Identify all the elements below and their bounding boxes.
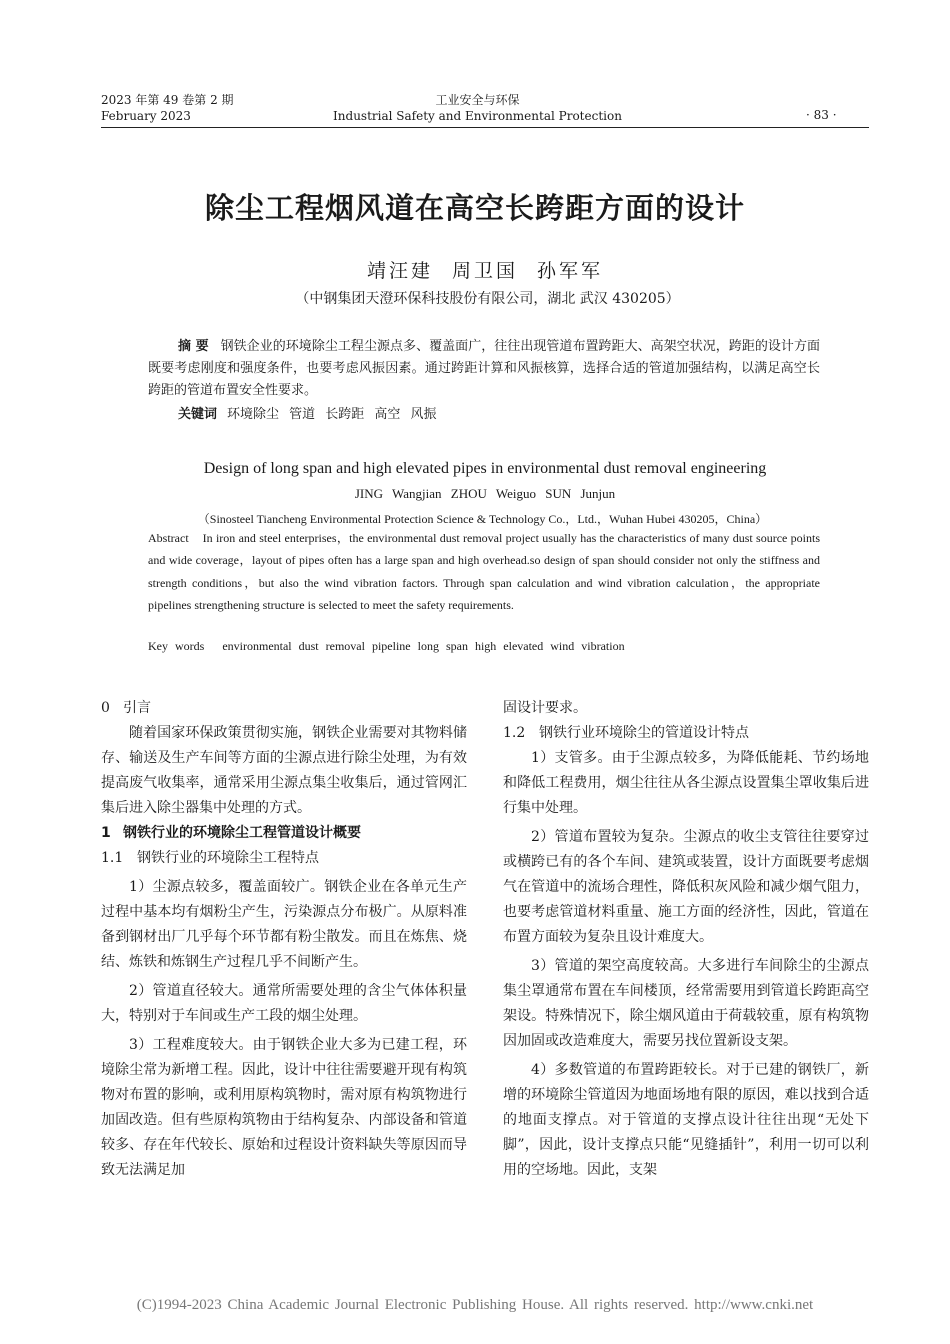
paragraph: 3）管道的架空高度较高。大多进行车间除尘的尘源点集尘罩通常布置在车间楼顶，经常需要用到管道长跨距高空架设。特殊情况下，除尘烟风道由于荷载较重，原有构筑物因加固或改造难度大，需要另找位置新设支架。: [503, 958, 869, 1049]
copyright-footer: (C)1994-2023 China Academic Journal Electronic Publishing House. All rights reserved. http://www.cnki.net: [136, 1297, 814, 1313]
journal-name-en: Industrial Safety and Environmental Protection: [333, 109, 622, 123]
header-rule: [101, 127, 869, 128]
affiliation-en: （Sinosteel Tiancheng Environmental Protection Science & Technology Co.，Ltd.，Wuhan Hubei 430205，China）: [197, 512, 768, 526]
issue-date: February 2023: [101, 109, 191, 123]
paper-title-en: Design of long span and high elevated pipes in environmental dust removal engineering: [203, 460, 767, 477]
paragraph: 随着国家环保政策贯彻实施，钢铁企业需要对其物料储存、输送及生产车间等方面的尘源点进行除尘处理，为有效提高废气收集率，通常采用尘源点集尘收集后，通过管网汇集后进入除尘器集中处理的方式。: [101, 725, 467, 816]
abstract-cn-label: 摘 要: [178, 339, 209, 354]
subsection-heading-1-2: [503, 721, 869, 746]
section-heading-1: [101, 821, 467, 846]
abstract-en-label: Abstract: [148, 531, 189, 545]
page-number: · 83 ·: [806, 108, 837, 122]
paragraph: 3）工程难度较大。由于钢铁企业大多为已建工程，环境除尘常为新增工程。因此，设计中往往需要避开现有构筑物对布置的影响，或利用原构筑物时，需对原有构筑物进行加固改造。但有些原构筑物由于结构复杂、内部设备和管道较多、存在年代较长、原始和过程设计资料缺失等原因而导致无法满足加: [101, 1037, 467, 1178]
section-title: 引言: [123, 700, 151, 716]
section-number: 1: [101, 825, 111, 841]
paper-title: 除尘工程烟风道在高空长跨距方面的设计: [204, 191, 745, 225]
keywords-en: [148, 639, 625, 654]
abstract-cn-text: 钢铁企业的环境除尘工程尘源点多、覆盖面广，往往出现管道布置跨距大、高架空状况，跨距的设计方面既要考虑刚度和强度条件，也要考虑风振因素。通过跨距计算和风振核算，选择合适的管道加强结构，以满足高空长跨距的管道布置安全性要求。: [148, 339, 820, 398]
paragraph: 4）多数管道的布置跨距较长。对于已建的钢铁厂，新增的环境除尘管道因为地面场地有限的原因，难以找到合适的地面支撑点。对于管道的支撑点设计往往出现“无处下脚”，因此，设计支撑点只能“见缝插针”，利用一切可以利用的空场地。因此，支架: [503, 1062, 869, 1178]
section-heading-0: [101, 696, 467, 721]
section-title: 钢铁行业的环境除尘工程管道设计概要: [123, 825, 361, 841]
keywords-cn-text: 环境除尘 管道 长跨距 高空 风振: [227, 407, 437, 422]
journal-name-cn: 工业安全与环保: [435, 93, 520, 107]
keywords-en-text: environmental dust removal pipeline long span high elevated wind vibration: [222, 639, 625, 653]
abstract-cn: [148, 336, 820, 402]
section-number: 1.1: [101, 850, 124, 866]
paragraph: 1）尘源点较多，覆盖面较广。钢铁企业在各单元生产过程中基本均有烟粉尘产生，污染源点分布极广。从原料准备到钢材出厂几乎每个环节都有粉尘散发。而且在炼焦、烧结、炼铁和炼钢生产过程几乎不间断产生。: [101, 879, 467, 970]
paragraph: 固设计要求。: [503, 700, 587, 716]
journal-name: [300, 92, 655, 124]
body-column-right: [503, 696, 869, 1183]
issue-number: 2023 年第 49 卷第 2 期: [101, 93, 234, 107]
section-title: 钢铁行业环境除尘的管道设计特点: [539, 725, 749, 741]
section-number: 1.2: [503, 725, 526, 741]
authors-en: JING Wangjian ZHOU Weiguo SUN Junjun: [354, 486, 616, 501]
keywords-cn: [178, 403, 437, 422]
body-column-left: [101, 696, 467, 1183]
abstract-en: [148, 527, 820, 617]
affiliation: （中钢集团天澄环保科技股份有限公司，湖北 武汉 430205）: [295, 291, 680, 307]
authors: 靖汪建 周卫国 孙军军: [366, 260, 604, 282]
issue-info: [101, 92, 234, 124]
subsection-heading-1-1: [101, 846, 467, 871]
keywords-cn-label: 关键词: [178, 407, 218, 422]
paragraph: 2）管道直径较大。通常所需要处理的含尘气体体积量大，特别对于车间或生产工段的烟尘处理。: [101, 983, 467, 1024]
paragraph: 2）管道布置较为复杂。尘源点的收尘支管往往要穿过或横跨已有的各个车间、建筑或装置，设计方面既要考虑烟气在管道中的流场合理性，降低积灰风险和减少烟气阻力，也要考虑管道材料重量、施工方面的经济性，因此，管道在布置方面较为复杂且设计难度大。: [503, 829, 869, 945]
section-number: 0: [101, 700, 110, 716]
abstract-en-text: In iron and steel enterprises，the environmental dust removal project usually has the characteristics of many dust source points and wide coverage，layout of pipes often has a large span and high overhead.so design of span should consider not only the stiffness and strength conditions，but also the wind vibration factors. Through span calculation and wind vibration calculation，the appropriate pipelines strengthening structure is selected to meet the safety requirements.: [148, 531, 820, 613]
section-title: 钢铁行业的环境除尘工程特点: [137, 850, 319, 866]
paragraph: 1）支管多。由于尘源点较多，为降低能耗、节约场地和降低工程费用，烟尘往往从各尘源点设置集尘罩收集后进行集中处理。: [503, 750, 869, 816]
keywords-en-label: Key words: [148, 639, 205, 653]
